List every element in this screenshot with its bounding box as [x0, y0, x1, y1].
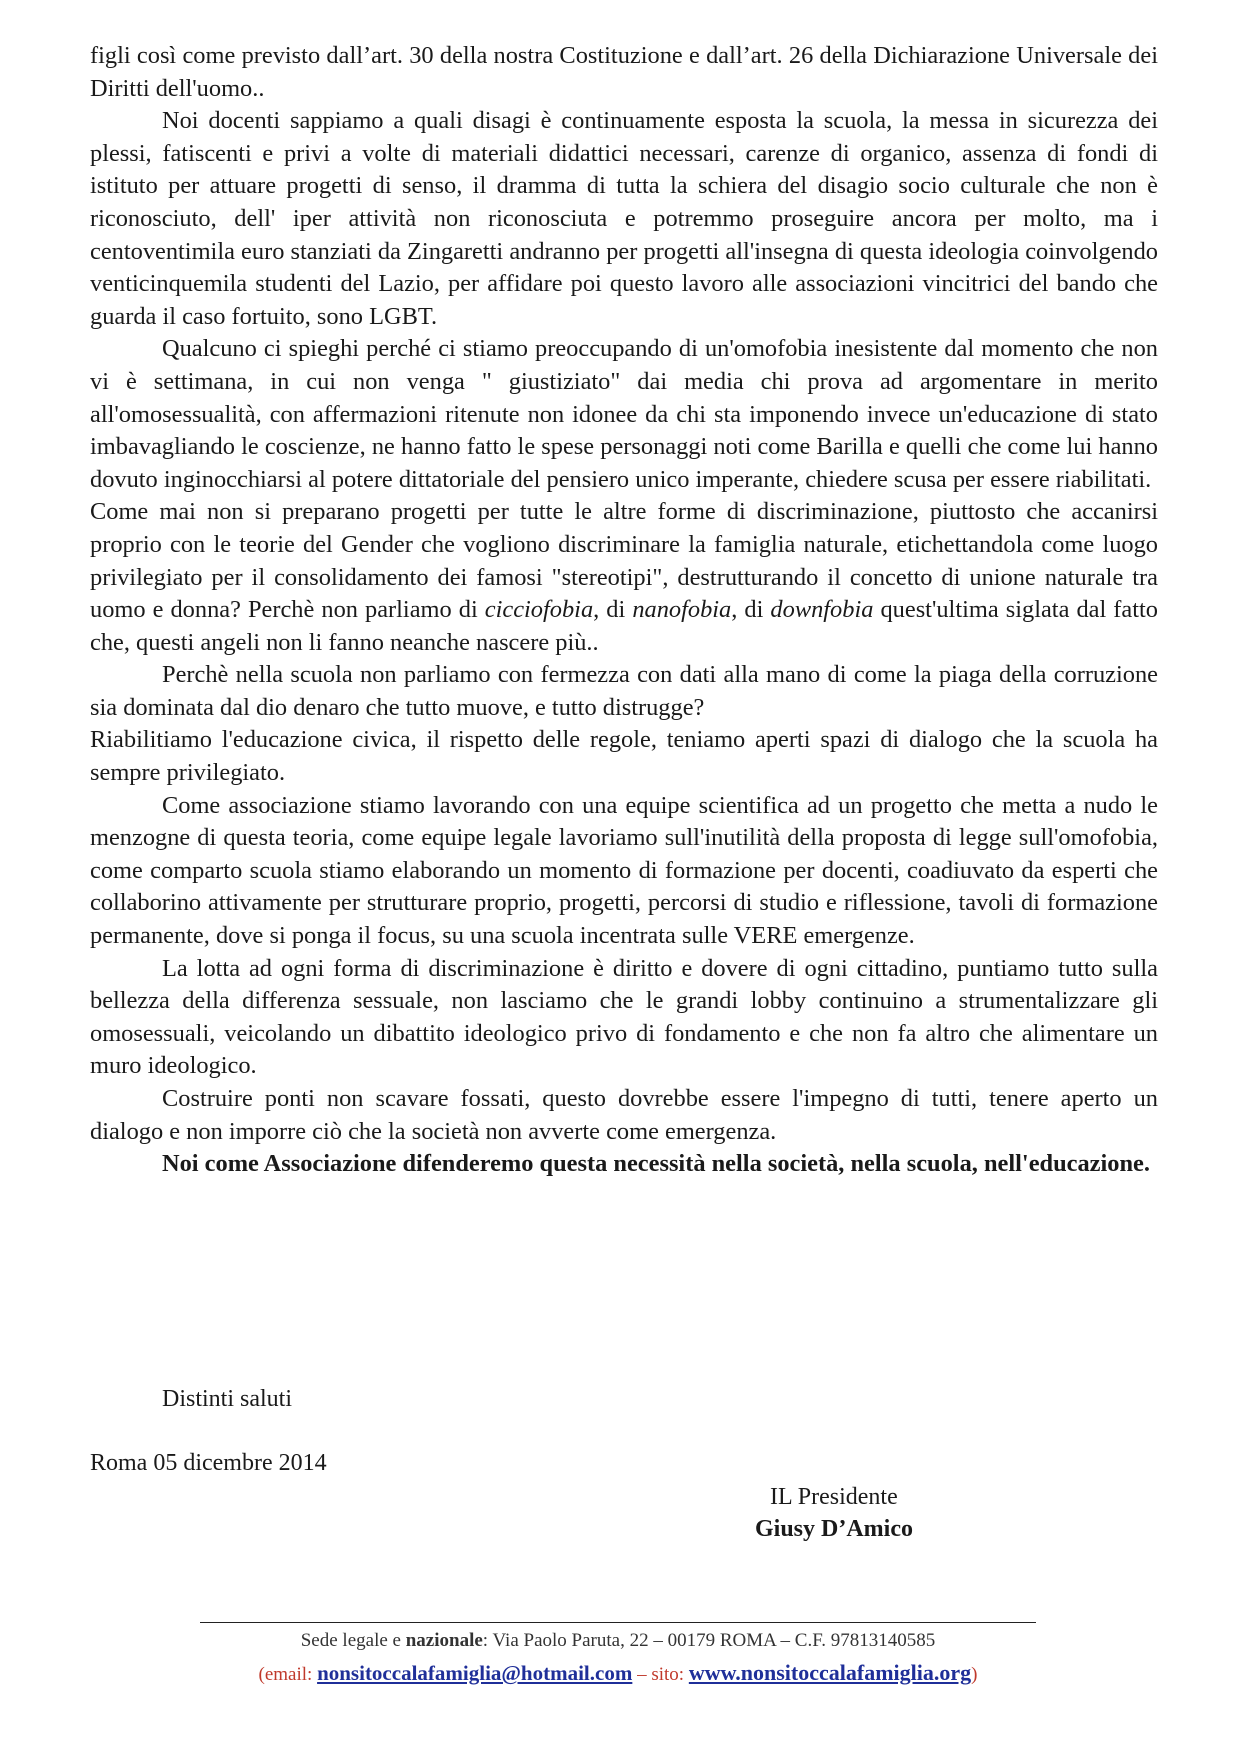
term-nanofobia: nanofobia [632, 596, 732, 624]
paragraph-9: Costruire ponti non scavare fossati, questo dovrebbe essere l'impegno di tutti, tenere aperto un dialogo e non imporre ciò che la società non avverte come emergenza. [90, 1085, 1158, 1145]
paragraph-4-text-a: Come mai non si preparano progetti per tutte le altre forme di discriminazione, piuttosto che accanirsi proprio con le teorie del Gender che vogliono discriminare la famiglia naturale, etichettandola come luogo privilegiato per il consolidamento dei famosi "stereotipi", destrutturando il concetto di unione naturale tra uomo e donna? Perchè non parliamo di [90, 498, 1158, 624]
footer-site-label: – sito: [632, 1664, 689, 1685]
signature-role: IL Presidente [770, 1484, 898, 1510]
website-link[interactable]: www.nonsitoccalafamiglia.org [688, 1660, 972, 1685]
paragraph-8: La lotta ad ogni forma di discriminazione è diritto e dovere di ogni cittadino, puntiamo tutto sulla bellezza della differenza sessuale, non lasciamo che le grandi lobby continuino a strumentalizzare gli omosessuali, veicolando un dibattito ideologico privo di fondamento e che non fa altro che alimentare un muro ideologico. [90, 954, 1158, 1080]
term-downfobia: downfobia [770, 596, 874, 624]
paragraph-4 [90, 496, 1158, 659]
footer-close-paren: ) [971, 1664, 978, 1685]
paragraph-4-text-d: quest'ultima siglata dal fatto che, questi angeli non li fanno neanche nascere più.. [90, 596, 1158, 656]
paragraph-1: figli così come previsto dall’art. 30 della nostra Costituzione e dall’art. 26 della Dichiarazione Universale dei Diritti dell'uomo.. [90, 42, 1158, 102]
paragraph-7: Come associazione stiamo lavorando con una equipe scientifica ad un progetto che metta a nudo le menzogne di questa teoria, come equipe legale lavoriamo sull'inutilità della proposta di legge sull'omofobia, come comparto scuola stiamo elaborando un momento di formazione per docenti, coadiuvato da esperti che collaborino attivamente per strutturare proprio, progetti, percorsi di studio e riflessione, tavoli di formazione permanente, dove si ponga il focus, su una scuola incentrata sulle VERE emergenze. [90, 791, 1158, 950]
paragraph-4-text-c: , di [731, 596, 771, 624]
paragraph-10-emphasis: Noi come Associazione difenderemo questa necessità nella società, nella scuola, nell'educazione. [162, 1150, 1150, 1178]
paragraph-6: Riabilitiamo l'educazione civica, il rispetto delle regole, teniamo aperti spazi di dialogo che la scuola ha sempre privilegiato. [90, 726, 1158, 787]
footer-address-text: : Via Paolo Paruta, 22 – 00179 ROMA – C.F. 97813140585 [482, 1630, 936, 1651]
paragraph-3: Qualcuno ci spieghi perché ci stiamo preoccupando di un'omofobia inesistente dal momento che non vi è settimana, in cui non venga " giustiziato" dai media chi prova ad argomentare in merito all'omosessualità, con affermazioni ritenute non idonee da chi sta imponendo invece un'educazione di stato imbavagliando le coscienze, ne hanno fatto le spese personaggi noti come Barilla e quelli che come lui hanno dovuto inginocchiarsi al potere dittatoriale del pensiero unico imperante, chiedere scusa per essere riabilitati. [90, 335, 1158, 493]
paragraph-4-text-b: , di [593, 596, 633, 624]
footer-divider [200, 1622, 1036, 1623]
term-cicciofobia: cicciofobia [484, 596, 594, 624]
paragraph-2: Noi docenti sappiamo a quali disagi è continuamente esposta la scuola, la messa in sicurezza dei plessi, fatiscenti e privi a volte di materiali didattici necessari, carenze di organico, assenza di fondi di istituto per attuare progetti di senso, il dramma di tutta la schiera del disagio socio culturale che non è riconosciuto, dell' iper attività non riconosciuta e potremmo proseguire ancora per molto, ma i centoventimila euro stanziati da Zingaretti andranno per progetti all'insegna di questa ideologia coinvolgendo venticinquemila studenti del Lazio, per affidare poi questo lavoro alle associazioni vincitrici del bando che guarda il caso fortuito, sono LGBT. [90, 107, 1158, 330]
footer-contacts [200, 1660, 1036, 1686]
closing-salutation: Distinti saluti [162, 1386, 293, 1412]
signature-name: Giusy D’Amico [755, 1516, 913, 1542]
paragraph-5: Perchè nella scuola non parliamo con fermezza con dati alla mano di come la piaga della corruzione sia dominata dal dio denaro che tutto muove, e tutto distrugge? [90, 661, 1158, 721]
footer-sede-prefix: Sede legale e [300, 1630, 406, 1651]
letter-body [90, 40, 1158, 1181]
place-and-date: Roma 05 dicembre 2014 [90, 1450, 327, 1476]
email-link[interactable]: nonsitoccalafamiglia@hotmail.com [317, 1661, 633, 1685]
footer-address [200, 1630, 1036, 1652]
footer-sede-bold: nazionale [405, 1630, 483, 1651]
footer-email-label: (email: [258, 1664, 318, 1685]
